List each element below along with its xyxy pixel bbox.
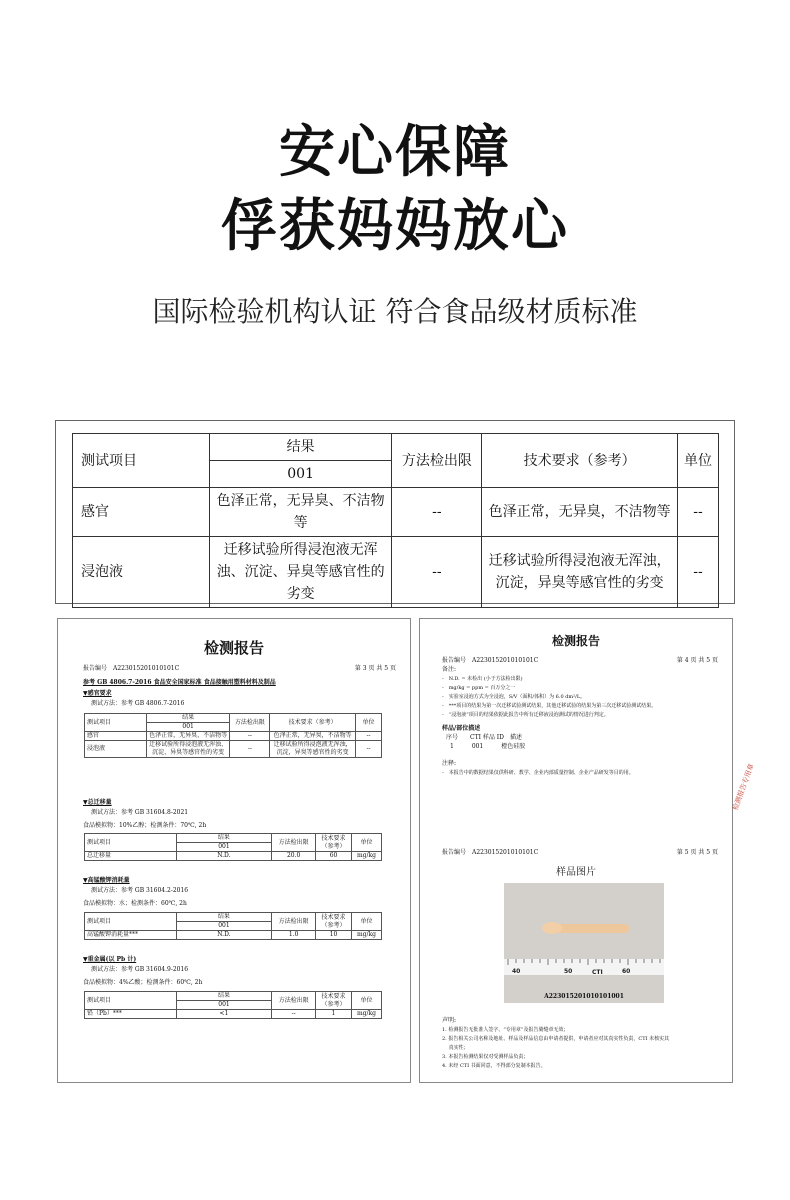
section-heavy-metal-method: 测试方法：参考 GB 31604.9-2016	[91, 966, 189, 973]
cell: 001	[176, 922, 272, 931]
spoon-head-icon	[542, 922, 562, 934]
cell: <1	[176, 1010, 272, 1019]
report-number: 报告编号 A223015201010101C	[83, 665, 180, 672]
table-row	[85, 852, 382, 861]
cell: mg/kg	[352, 931, 382, 940]
declaration-title: 声明:	[442, 1017, 457, 1024]
cell: 结果	[176, 913, 272, 922]
cell: 单位	[352, 913, 382, 931]
section-permanganate: ▼高锰酸钾消耗量	[83, 877, 130, 884]
cell: 感官	[85, 732, 147, 741]
section-overall-migration-method: 测试方法：参考 GB 31604.8-2021	[91, 809, 189, 816]
cell: --	[356, 741, 382, 758]
declaration-line: 1. 检测报告无批准人签字、“专用章”及报告骑缝章无效；	[442, 1027, 569, 1033]
row-method: --	[392, 537, 482, 608]
cell: 1	[316, 1010, 352, 1019]
page-number: 第 4 页 共 5 页	[676, 657, 718, 664]
photo-label: A223015201010101001	[544, 993, 624, 1000]
declaration-line: 真实性；	[442, 1045, 469, 1051]
section-heavy-metal-condition: 食品模拟物：4%乙酸；检测条件：60℃, 2h	[83, 979, 203, 986]
cell: 高锰酸钾消耗量***	[85, 931, 177, 940]
cell: 浸泡液	[85, 741, 147, 758]
sample-title: 样品/部位描述	[442, 725, 481, 732]
note-line: - ***项目的结果为第一次迁移试验测试结果，其他迁移试验的结果为第三次迁移试验测试结果。	[442, 703, 657, 709]
cell: 技术要求（参考）	[316, 834, 352, 852]
section-permanganate-method: 测试方法：参考 GB 31604.2-2016	[91, 887, 189, 894]
table-row	[85, 931, 382, 940]
header-result: 结果	[209, 434, 392, 461]
cell: N.D.	[176, 852, 272, 861]
page-number-2: 第 5 页 共 5 页	[676, 849, 718, 856]
ruler-label-cti: CTI	[592, 969, 603, 976]
headline-line-1: 安心保障	[279, 120, 511, 185]
headline-line-2: 俘获妈妈放心	[221, 194, 569, 259]
row-method: --	[392, 488, 482, 537]
row-requirement: 迁移试验所得浸泡液无浑浊，沉淀，异臭等感官性的劣变	[482, 537, 678, 608]
report-number: 报告编号 A223015201010101C	[442, 657, 539, 664]
report-page-4-5	[419, 618, 756, 1083]
annotation-title: 注释:	[442, 760, 457, 767]
section-overall-migration: ▼总迁移量	[83, 799, 112, 806]
ruler-label-50: 50	[564, 968, 573, 975]
cell: 单位	[356, 714, 382, 732]
section-sensory: ▼感官要求	[83, 690, 112, 697]
cell: 结果	[176, 992, 272, 1001]
cell: 技术要求（参考）	[316, 913, 352, 931]
annotation-line: - 本报告中的数据结果仅供科研、教学、企业内部质量控制、企业产品研发等目的用。	[442, 770, 634, 776]
section-heavy-metal: ▼重金属(以 Pb 计)	[83, 956, 137, 963]
cell: 测试项目	[85, 992, 177, 1010]
cell: 测试项目	[85, 913, 177, 931]
note-line: - “浸泡液”项目的结果依据此报告中所有迁移液浸泡测试的情况进行判定。	[442, 712, 609, 718]
cell: 方法检出限	[272, 834, 316, 852]
ruler-label-40: 40	[512, 968, 521, 975]
standard-reference: 参考 GB 4806.7-2016 食品安全国家标准 食品接触用塑料材料及制品	[83, 679, 276, 686]
cell: 结果	[176, 834, 272, 843]
cell: 单位	[352, 834, 382, 852]
cell: 20.0	[272, 852, 316, 861]
cell: --	[356, 732, 382, 741]
cell: 色泽正常，无异臭，不洁物等	[270, 732, 356, 741]
table-row	[85, 732, 382, 741]
cell: 总迁移量	[85, 852, 177, 861]
note-line: - mg/kg = ppm = 百万分之一	[442, 685, 516, 691]
cell: N.D.	[176, 931, 272, 940]
row-result: 迁移试验所得浸泡液无浑浊、沉淀、异臭等感官性的劣变	[209, 537, 392, 608]
test-result-table-frame	[55, 420, 735, 604]
report-title: 检测报告	[551, 634, 600, 648]
cell: 001	[176, 1001, 272, 1010]
row-requirement: 色泽正常，无异臭，不洁物等	[482, 488, 678, 537]
cell: 60	[316, 852, 352, 861]
cell: 方法检出限	[230, 714, 270, 732]
cell: 迁移试验所得浸泡液无浑浊，沉淀，异臭等感官性的劣变	[270, 741, 356, 758]
cell: 测试项目	[85, 834, 177, 852]
row-result: 色泽正常，无异臭、不洁物等	[209, 488, 392, 537]
cell: 测试项目	[85, 714, 147, 732]
cell: 技术要求（参考）	[270, 714, 356, 732]
heavy-metal-table	[84, 991, 382, 1019]
table-row	[73, 488, 719, 537]
sample-photo-graphic	[504, 883, 664, 1003]
note-line: - N.D. = 未检出 (小于方法检出限)	[442, 676, 523, 682]
notes-title: 备注:	[442, 666, 457, 673]
cell: 001	[146, 723, 230, 732]
table-row	[73, 537, 719, 608]
section-permanganate-condition: 食品模拟物：水；检测条件：60℃, 2h	[83, 900, 187, 907]
row-unit: --	[678, 537, 719, 608]
note-line: - 实验室浸泡方式为全浸泡，S/V（面积/体积）为 6.0 dm²/L。	[442, 694, 586, 700]
cell: mg/kg	[352, 1010, 382, 1019]
photo-background	[504, 883, 664, 1003]
table-header-row	[73, 434, 719, 461]
report-number-2: 报告编号 A223015201010101C	[442, 849, 539, 856]
page-number: 第 3 页 共 5 页	[354, 665, 396, 672]
sample-photo	[504, 883, 664, 1003]
photo-title: 样品图片	[556, 867, 596, 878]
cell: 技术要求（参考）	[316, 992, 352, 1010]
ruler-label-60: 60	[622, 968, 631, 975]
cell: 001	[176, 843, 272, 852]
cell: --	[230, 732, 270, 741]
cell: 结果	[146, 714, 230, 723]
table-row	[85, 1010, 382, 1019]
header-sample-id: 001	[209, 461, 392, 488]
permanganate-table	[84, 912, 382, 940]
declaration-line: 4. 未经 CTI 书面同意，不得部分复制本报告。	[442, 1063, 546, 1069]
header-technical-requirement: 技术要求（参考）	[482, 434, 678, 488]
section-sensory-method: 测试方法：参考 GB 4806.7-2016	[91, 700, 185, 707]
row-unit: --	[678, 488, 719, 537]
cell: --	[230, 741, 270, 758]
cell: 方法检出限	[272, 992, 316, 1010]
cell: 色泽正常，无异臭、不洁物等	[146, 732, 230, 741]
overall-migration-table	[84, 833, 382, 861]
table-row	[85, 741, 382, 758]
test-result-table	[72, 433, 719, 608]
cell: 1.0	[272, 931, 316, 940]
cell: 迁移试验所得浸泡液无浑浊、沉淀、异臭等感官性的劣变	[146, 741, 230, 758]
header-test-item: 测试项目	[73, 434, 210, 488]
cell: mg/kg	[352, 852, 382, 861]
row-item: 感官	[73, 488, 210, 537]
cell: 铅（Pb）***	[85, 1010, 177, 1019]
sample-row: 1 001 橙色硅胶	[450, 743, 526, 750]
cell: 方法检出限	[272, 913, 316, 931]
report-page-3	[57, 618, 411, 1083]
cell: --	[272, 1010, 316, 1019]
cell: 10	[316, 931, 352, 940]
header-unit: 单位	[678, 434, 719, 488]
red-seal-stamp: 检测报告专用章	[731, 762, 756, 812]
cell: 单位	[352, 992, 382, 1010]
header-method-limit: 方法检出限	[392, 434, 482, 488]
subtitle: 国际检验机构认证 符合食品级材质标准	[152, 295, 638, 328]
sensory-table	[84, 713, 382, 758]
ruler-icon	[504, 959, 664, 975]
declaration-line: 2. 报告相关公司名称及地址、样品及样品信息由申请者提供，申请者应对其真实性负责，CTI 未核实其	[442, 1036, 670, 1042]
row-item: 浸泡液	[73, 537, 210, 608]
section-overall-migration-condition: 食品模拟物：10%乙醇；检测条件：70℃, 2h	[83, 822, 207, 829]
declaration-line: 3. 本报告检测结果仅对受测样品负责；	[442, 1054, 529, 1060]
sample-header: 序号 CTI 样品 ID 描述	[446, 734, 522, 741]
report-title: 检测报告	[203, 639, 264, 657]
